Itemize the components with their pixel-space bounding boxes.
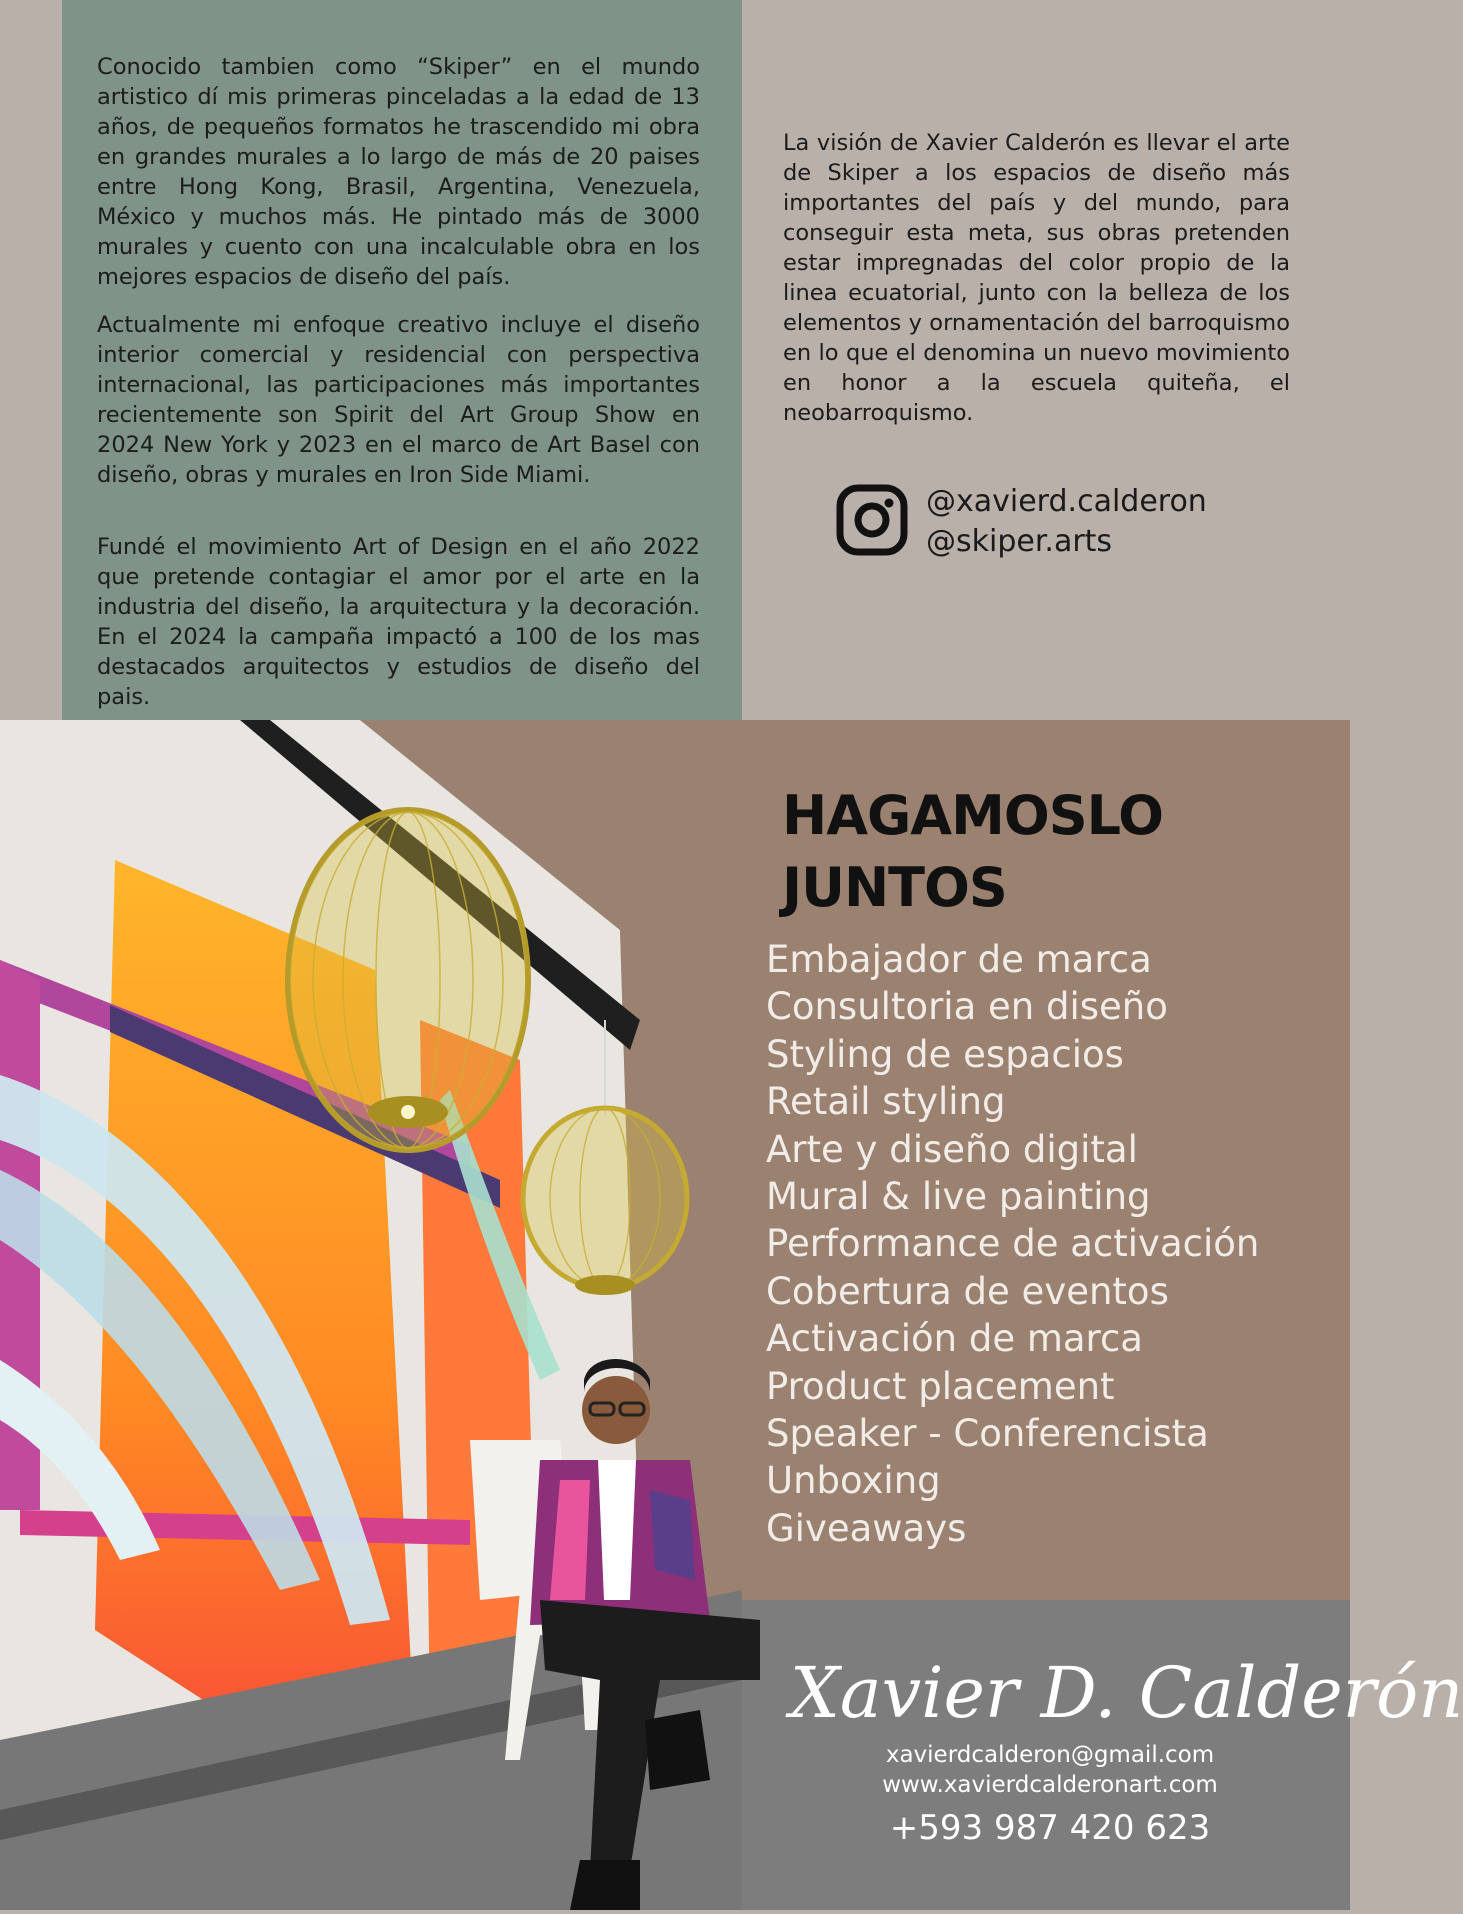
instagram-handle-1[interactable]: @xavierd.calderon bbox=[926, 484, 1207, 519]
artist-photo bbox=[0, 720, 742, 1910]
service-item: Embajador de marca bbox=[766, 938, 1152, 981]
service-item: Cobertura de eventos bbox=[766, 1269, 1169, 1313]
service-item: Product placement bbox=[766, 1364, 1115, 1408]
bio-paragraph-1: Conocido tambien como “Skiper” en el mundo artistico dí mis primeras pinceladas a la edad de 13 años, de pequeños formatos he trascendido mi obra en grandes murales a lo largo de más de 20 paises entre Hong Kong, Brasil, Argentina, Venezuela, México y muchos más. He pintado más de 3000 murales y cuento con una incalculable obra en los mejores espacios de diseño del país. bbox=[97, 54, 700, 290]
bio-paragraph-3: Fundé el movimiento Art of Design en el año 2022 que pretende contagiar el amor por el arte en la industria del diseño, la arquitectura y la decoración. En el 2024 la campaña impactó a 100 de los mas destacados arquitectos y estudios de diseño del pais. bbox=[97, 534, 700, 710]
service-item: Arte y diseño digital bbox=[766, 1127, 1138, 1171]
signature: Xavier D. Calderón bbox=[790, 1652, 1463, 1734]
vision-text: La visión de Xavier Calderón es llevar el arte de Skiper a los espacios de diseño más importantes del país y del mundo, para conseguir esta meta, sus obras pretenden estar impregnadas del color propio de la linea ecuatorial, junto con la belleza de los elementos y ornamentación del barroquismo en lo que el denomina un nuevo movimiento en honor a la escuela quiteña, el neobarroquismo. bbox=[783, 130, 1290, 426]
service-item: Consultoria en diseño bbox=[766, 985, 1168, 1029]
heading-line-2: JUNTOS bbox=[782, 856, 1007, 919]
services-list bbox=[766, 936, 1259, 1552]
service-item: Activación de marca bbox=[766, 1317, 1143, 1361]
service-item: Performance de activación bbox=[766, 1222, 1260, 1266]
service-item: Mural & live painting bbox=[766, 1175, 1151, 1219]
contact-phone[interactable]: +593 987 420 623 bbox=[889, 1808, 1211, 1848]
bio-paragraph-2: Actualmente mi enfoque creativo incluye el diseño interior comercial y residencial con perspectiva internacional, las participaciones más importantes recientemente son Spirit del Art Group Show en 2024 New York y 2023 en el marco de Art Basel con diseño, obras y murales en Iron Side Miami. bbox=[97, 312, 700, 488]
heading-line-1: HAGAMOSLO bbox=[782, 784, 1164, 847]
social-handles bbox=[836, 484, 1256, 564]
service-item: Styling de espacios bbox=[766, 1032, 1124, 1076]
contact-email[interactable]: xavierdcalderon@gmail.com bbox=[885, 1742, 1215, 1768]
bio-text bbox=[97, 52, 700, 730]
service-item: Giveaways bbox=[766, 1506, 967, 1550]
service-item: Retail styling bbox=[766, 1080, 1006, 1124]
contact-website[interactable]: www.xavierdcalderonart.com bbox=[882, 1772, 1218, 1798]
service-item: Unboxing bbox=[766, 1459, 941, 1503]
instagram-handle-2[interactable]: @skiper.arts bbox=[926, 524, 1113, 559]
service-item: Speaker - Conferencista bbox=[766, 1412, 1209, 1456]
instagram-icon bbox=[836, 484, 908, 556]
mural-photo-illustration bbox=[0, 720, 742, 1910]
section-heading bbox=[782, 780, 1163, 924]
